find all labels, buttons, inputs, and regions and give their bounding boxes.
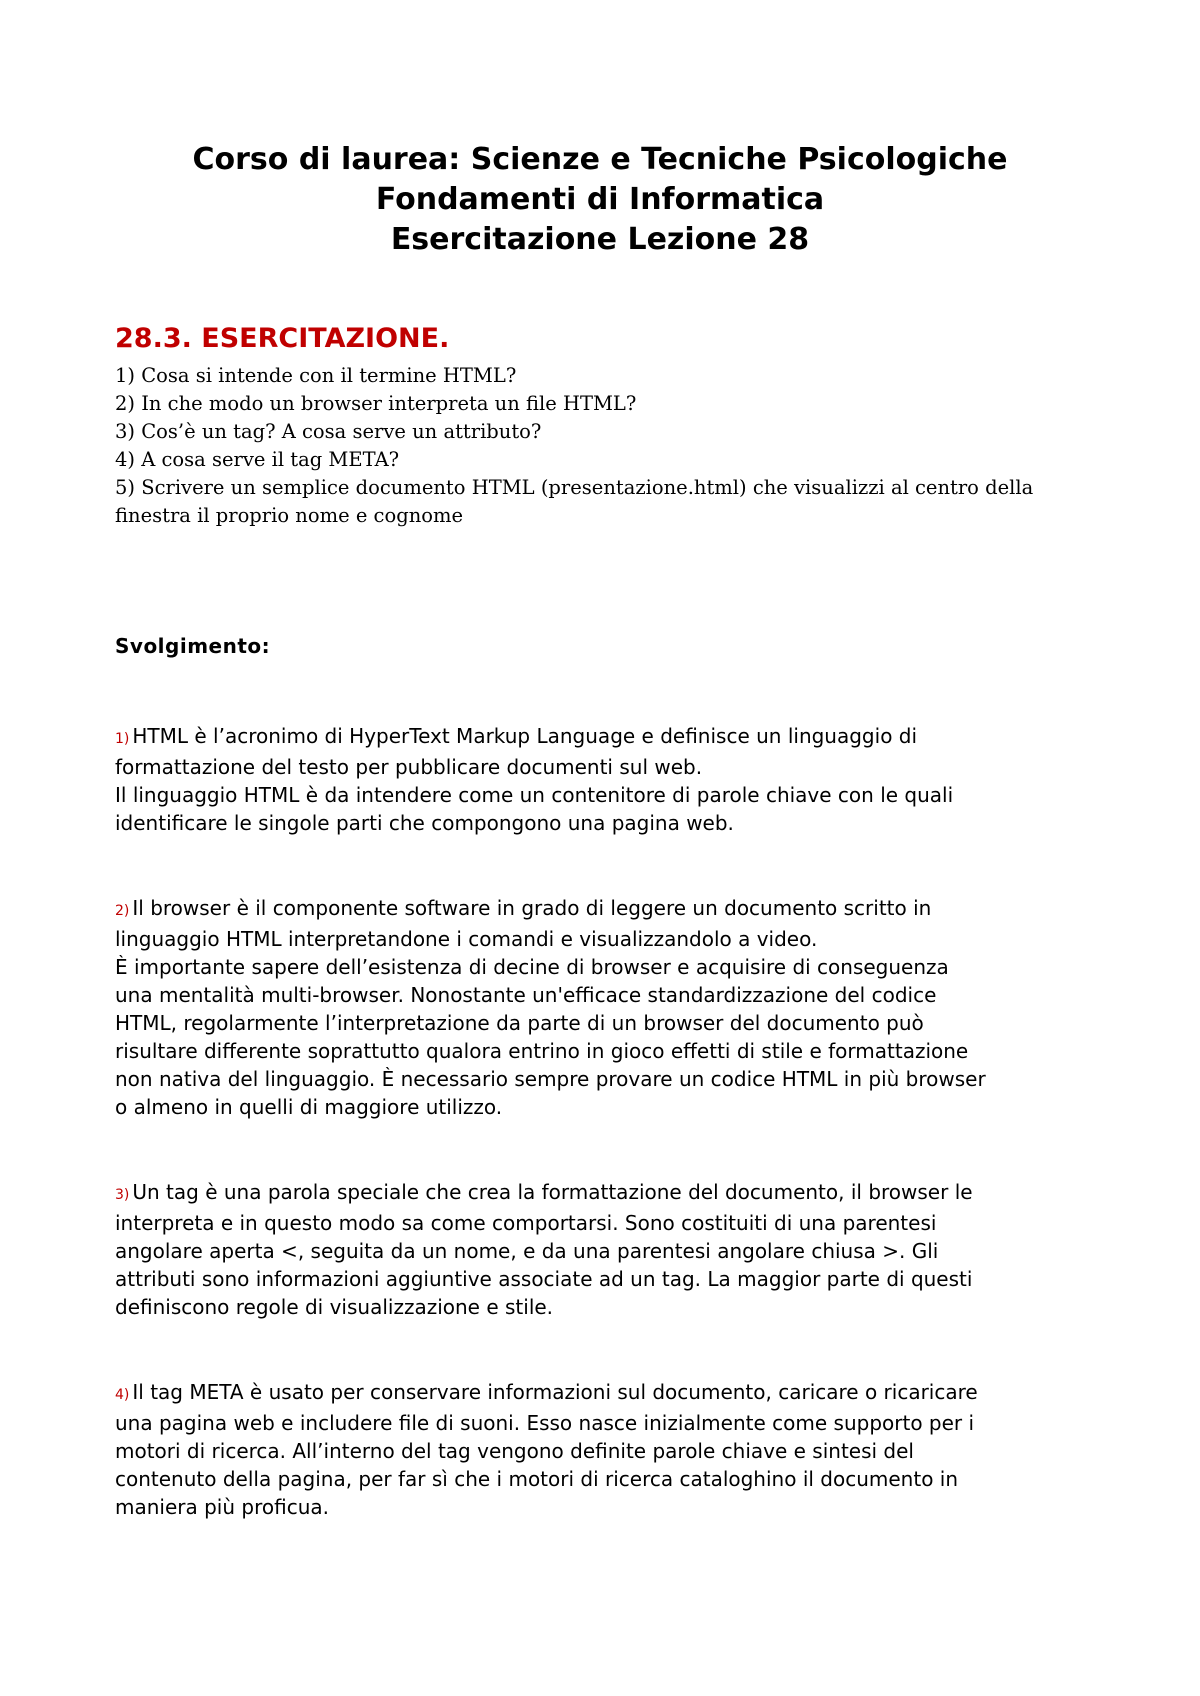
answer-line: 3) Un tag è una parola speciale che crea la formattazione del documento, il browser le [115,1180,973,1204]
answer-line: HTML, regolarmente l’interpretazione da parte di un browser del documento può [115,1011,924,1035]
question-item: 2) In che modo un browser interpreta un file HTML? [115,392,637,415]
answer-4 [115,1378,1115,1521]
answer-line: risultare differente soprattutto qualora entrino in gioco effetti di stile e formattazione [115,1039,969,1063]
answer-line: contenuto della pagina, per far sì che i motori di ricerca cataloghino il documento in [115,1467,959,1491]
course-title: Corso di laurea: Scienze e Tecniche Psicologiche [192,142,1008,177]
answer-1 [115,722,1115,837]
answer-line: 1) HTML è l’acronimo di HyperText Markup Language e definisce un linguaggio di [115,724,918,748]
questions-list [115,362,1035,530]
answer-line: o almeno in quelli di maggiore utilizzo. [115,1095,503,1119]
answer-line: motori di ricerca. All’interno del tag vengono definite parole chiave e sintesi del [115,1439,914,1463]
answer-line: Il linguaggio HTML è da intendere come un contenitore di parole chiave con le quali [115,783,954,807]
answer-line: maniera più proficua. [115,1495,329,1519]
question-item: 1) Cosa si intende con il termine HTML? [115,364,517,387]
answer-line: definiscono regole di visualizzazione e stile. [115,1295,554,1319]
answer-line: È importante sapere dell’esistenza di decine di browser e acquisire di conseguenza [115,955,949,979]
answer-number: 3) [115,1187,130,1203]
answer-line: angolare aperta <, seguita da un nome, e da una parentesi angolare chiusa >. Gli [115,1239,939,1263]
answer-line: formattazione del testo per pubblicare documenti sul web. [115,755,703,779]
subject-title: Fondamenti di Informatica [375,182,825,217]
answer-number: 1) [115,731,130,747]
answer-line: 4) Il tag META è usato per conservare informazioni sul documento, caricare o ricaricare [115,1380,978,1404]
question-item: 4) A cosa serve il tag META? [115,448,400,471]
answer-line: 2) Il browser è il componente software in grado di leggere un documento scritto in [115,896,932,920]
question-item-continuation: finestra il proprio nome e cognome [115,504,464,527]
answer-line: non nativa del linguaggio. È necessario sempre provare un codice HTML in più browser [115,1067,986,1091]
answer-number: 4) [115,1387,130,1403]
question-item: 3) Cos’è un tag? A cosa serve un attributo? [115,420,542,443]
answer-2 [115,894,1115,1121]
question-item: 5) Scrivere un semplice documento HTML (presentazione.html) che visualizzi al centro della [115,476,1034,499]
answer-3 [115,1178,1115,1321]
document-header [0,140,1200,260]
svolgimento-heading: Svolgimento: [115,634,271,658]
answer-line: identificare le singole parti che compongono una pagina web. [115,811,734,835]
answer-line: una mentalità multi-browser. Nonostante un'efficace standardizzazione del codice [115,983,937,1007]
answer-line: attributi sono informazioni aggiuntive associate ad un tag. La maggior parte di questi [115,1267,973,1291]
lesson-title: Esercitazione Lezione 28 [390,222,810,257]
answer-line: interpreta e in questo modo sa come comportarsi. Sono costituiti di una parentesi [115,1211,937,1235]
section-title: 28.3. ESERCITAZIONE. [115,323,450,354]
answer-number: 2) [115,903,130,919]
answer-line: linguaggio HTML interpretandone i comandi e visualizzandolo a video. [115,927,818,951]
answer-line: una pagina web e includere file di suoni. Esso nasce inizialmente come supporto per i [115,1411,975,1435]
